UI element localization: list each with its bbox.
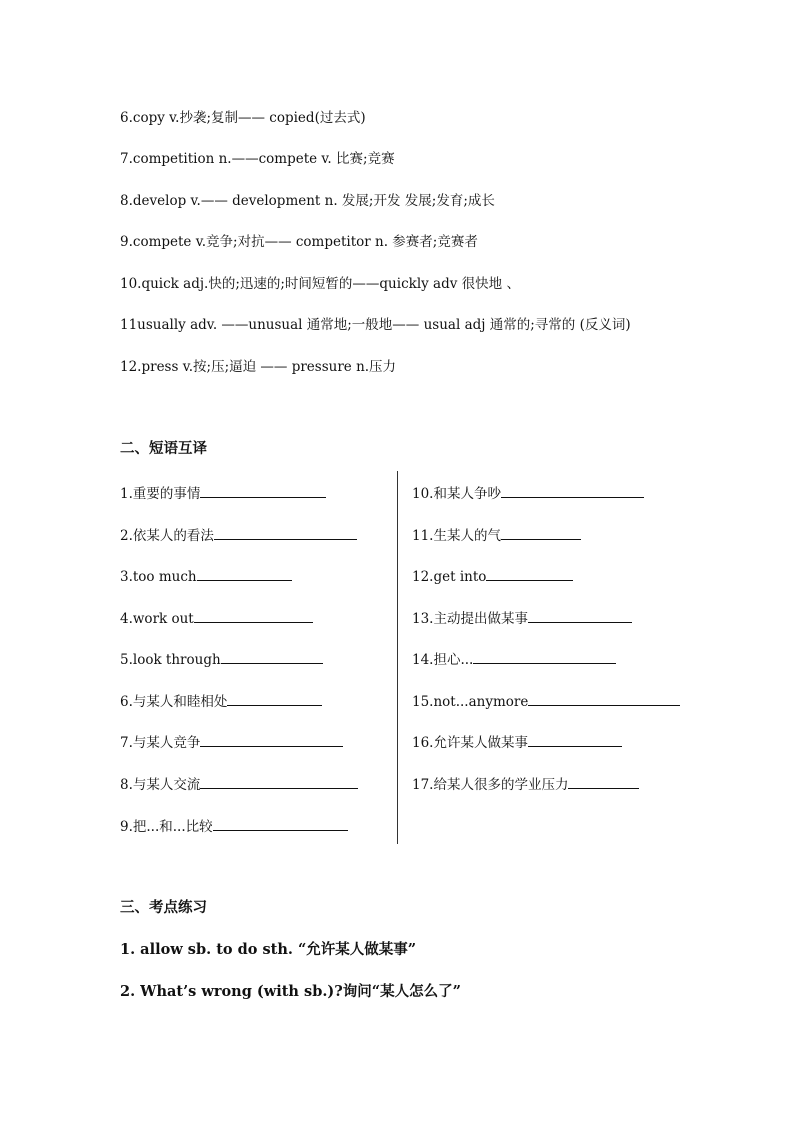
vocab-item: 7.competition n.——compete v. 比赛;竞赛 [120, 151, 395, 167]
phrase-item [412, 483, 644, 503]
vocab-item: 9.compete v.竞争;对抗—— competitor n. 参赛者;竞赛者 [120, 234, 478, 250]
column-divider [397, 471, 398, 844]
vocab-item: 10.quick adj.快的;迅速的;时间短暂的——quickly adv 很快地 、 [120, 276, 520, 292]
key-point-item: 2. What’s wrong (with sb.)?询问“某人怎么了” [120, 983, 461, 1000]
phrase-label: 6.与某人和睦相处 [120, 694, 228, 710]
answer-blank[interactable] [194, 608, 313, 623]
phrase-label: 1.重要的事情 [120, 486, 201, 502]
phrase-item [120, 566, 292, 586]
answer-blank[interactable] [486, 566, 573, 581]
answer-blank[interactable] [227, 691, 322, 706]
phrase-label: 4.work out [120, 611, 194, 627]
answer-blank[interactable] [200, 774, 358, 789]
phrase-label: 7.与某人竞争 [120, 735, 201, 751]
answer-blank[interactable] [213, 816, 348, 831]
answer-blank[interactable] [501, 525, 581, 540]
answer-blank[interactable] [501, 483, 644, 498]
phrase-item [412, 608, 632, 628]
phrase-item [120, 608, 313, 628]
phrase-label: 15.not...anymore [412, 694, 529, 710]
section-heading-phrase-translation: 二、短语互译 [120, 440, 207, 457]
phrase-label: 13.主动提出做某事 [412, 611, 528, 627]
phrase-item [412, 649, 616, 669]
vocab-item: 6.copy v.抄袭;复制—— copied(过去式) [120, 110, 366, 126]
phrase-item [120, 816, 348, 836]
phrase-label: 5.look through [120, 652, 221, 668]
answer-blank[interactable] [200, 483, 326, 498]
phrase-label: 3.too much [120, 569, 197, 585]
phrase-item [120, 649, 323, 669]
answer-blank[interactable] [528, 608, 632, 623]
section-heading-key-points: 三、考点练习 [120, 899, 207, 916]
phrase-item [412, 732, 622, 752]
phrase-label: 17.给某人很多的学业压力 [412, 777, 569, 793]
phrase-label: 9.把...和...比较 [120, 819, 213, 835]
phrase-item [412, 525, 581, 545]
phrase-item [412, 774, 639, 794]
phrase-label: 12.get into [412, 569, 487, 585]
phrase-label: 10.和某人争吵 [412, 486, 501, 502]
answer-blank[interactable] [568, 774, 639, 789]
phrase-label: 2.依某人的看法 [120, 528, 214, 544]
phrase-label: 14.担心... [412, 652, 474, 668]
vocab-item: 8.develop v.—— development n. 发展;开发 发展;发育;成长 [120, 193, 495, 209]
phrase-label: 11.生某人的气 [412, 528, 501, 544]
answer-blank[interactable] [197, 566, 292, 581]
answer-blank[interactable] [221, 649, 323, 664]
phrase-item [120, 525, 357, 545]
phrase-label: 16.允许某人做某事 [412, 735, 528, 751]
phrase-item [412, 566, 573, 586]
vocab-item: 11usually adv. ——unusual 通常地;一般地—— usual adj 通常的;寻常的 (反义词) [120, 317, 631, 333]
phrase-item [412, 691, 680, 711]
vocab-item: 12.press v.按;压;逼迫 —— pressure n.压力 [120, 359, 397, 375]
phrase-item [120, 691, 322, 711]
answer-blank[interactable] [528, 691, 680, 706]
phrase-item [120, 732, 343, 752]
key-point-item: 1. allow sb. to do sth. “允许某人做某事” [120, 941, 417, 958]
answer-blank[interactable] [473, 649, 616, 664]
answer-blank[interactable] [214, 525, 357, 540]
answer-blank[interactable] [200, 732, 343, 747]
phrase-label: 8.与某人交流 [120, 777, 201, 793]
answer-blank[interactable] [528, 732, 622, 747]
phrase-item [120, 483, 326, 503]
phrase-item [120, 774, 358, 794]
